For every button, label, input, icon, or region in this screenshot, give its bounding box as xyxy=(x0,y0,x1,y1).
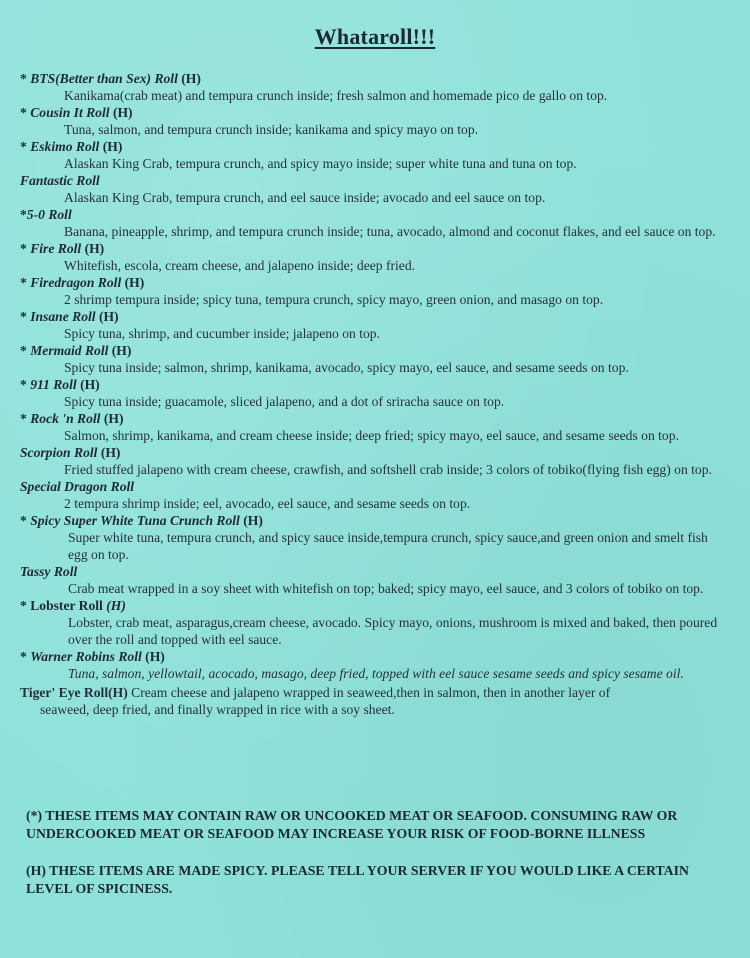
item-spicy-tag: (H) xyxy=(109,105,133,120)
menu-item xyxy=(20,648,725,682)
item-description: Whitefish, escola, cream cheese, and jalapeno inside; deep fried. xyxy=(64,258,416,273)
menu-item-tiger-eye xyxy=(20,684,725,718)
item-spicy-tag: (H) xyxy=(108,343,132,358)
menu-item xyxy=(20,172,725,206)
item-name xyxy=(20,563,725,580)
item-title: Fantastic Roll xyxy=(20,173,100,188)
item-description: Super white tuna, tempura crunch, and spicy sauce inside,tempura crunch, spicy sauce,and green onion and smelt fish egg on top. xyxy=(68,530,708,562)
item-spicy-tag: (H) xyxy=(76,377,100,392)
item-name xyxy=(20,342,725,359)
spicy-notice: (H) THESE ITEMS ARE MADE SPICY. PLEASE TELL YOUR SERVER IF YOU WOULD LIKE A CERTAIN LEVEL OF SPICINESS. xyxy=(26,863,689,896)
item-description: Tuna, salmon, yellowtail, acocado, masago, deep fried, topped with eel sauce sesame seeds and spicy sesame oil. xyxy=(68,666,684,681)
item-description: Tuna, salmon, and tempura crunch inside; kanikama and spicy mayo on top. xyxy=(64,122,479,137)
item-name xyxy=(20,172,725,189)
item-description: Fried stuffed jalapeno with cream cheese, crawfish, and softshell crab inside; 3 colors of tobiko(flying fish egg) on top. xyxy=(64,462,712,477)
item-name xyxy=(20,240,725,257)
item-title: Insane Roll xyxy=(30,309,96,324)
menu-item xyxy=(20,376,725,410)
item-name xyxy=(20,206,725,223)
item-spicy-tag: (H) xyxy=(95,309,119,324)
item-marker: * xyxy=(20,71,31,86)
item-spicy-tag: (H) xyxy=(102,598,126,613)
item-description: Salmon, shrimp, kanikama, and cream cheese inside; deep fried; spicy mayo, eel sauce, and sesame seeds on top. xyxy=(64,428,679,443)
item-title: 5-0 Roll xyxy=(26,207,72,222)
menu-item xyxy=(20,597,725,648)
item-name xyxy=(20,648,725,665)
item-marker: * xyxy=(20,343,31,358)
item-description: Spicy tuna, shrimp, and cucumber inside; jalapeno on top. xyxy=(64,326,380,341)
item-title: Spicy Super White Tuna Crunch Roll xyxy=(30,513,240,528)
item-description: Cream cheese and jalapeno wrapped in seaweed,then in salmon, then in another layer of xyxy=(127,685,611,700)
item-marker: * xyxy=(20,377,31,392)
menu-item xyxy=(20,274,725,308)
item-name xyxy=(20,597,725,614)
item-description: Banana, pineapple, shrimp, and tempura crunch inside; tuna, avocado, almond and coconut flakes, and eel sauce on top. xyxy=(64,224,716,239)
item-title: Tassy Roll xyxy=(20,564,78,579)
item-name xyxy=(20,274,725,291)
menu-item xyxy=(20,410,725,444)
item-title: Firedragon Roll xyxy=(30,275,122,290)
item-spicy-tag: (H) xyxy=(239,513,263,528)
item-title: Cousin It Roll xyxy=(30,105,110,120)
item-marker: * xyxy=(20,207,27,222)
item-description: Lobster, crab meat, asparagus,cream cheese, avocado. Spicy mayo, onions, mushroom is mixed and baked, then poured over the roll and topped with eel sauce. xyxy=(68,615,718,647)
menu-item xyxy=(20,563,725,597)
item-title: Mermaid Roll xyxy=(30,343,109,358)
menu-item xyxy=(20,70,725,104)
item-marker: * xyxy=(20,598,31,613)
item-title: Tiger' Eye Roll(H) xyxy=(20,685,128,700)
item-description: Spicy tuna inside; salmon, shrimp, kanikama, avocado, spicy mayo, eel sauce, and sesame seeds on top. xyxy=(64,360,629,375)
item-title: Scorpion Roll xyxy=(20,445,98,460)
item-description: Alaskan King Crab, tempura crunch, and eel sauce inside; avocado and eel sauce on top. xyxy=(64,190,546,205)
item-title: BTS(Better than Sex) Roll xyxy=(30,71,178,86)
item-spicy-tag: (H) xyxy=(121,275,145,290)
menu-item xyxy=(20,342,725,376)
item-spicy-tag: (H) xyxy=(100,411,124,426)
item-description: Spicy tuna inside; guacamole, sliced jalapeno, and a dot of sriracha sauce on top. xyxy=(64,394,505,409)
item-marker: * xyxy=(20,139,31,154)
item-name xyxy=(20,478,725,495)
item-title: Special Dragon Roll xyxy=(20,479,135,494)
item-spicy-tag: (H) xyxy=(97,445,121,460)
roll-list xyxy=(20,70,725,718)
item-title: 911 Roll xyxy=(30,377,77,392)
item-description: 2 shrimp tempura inside; spicy tuna, tempura crunch, spicy mayo, green onion, and masago on top. xyxy=(64,292,604,307)
item-title: Lobster Roll xyxy=(30,598,103,613)
item-name xyxy=(20,444,725,461)
item-name xyxy=(20,104,725,121)
item-title: Rock 'n Roll xyxy=(30,411,101,426)
item-marker: * xyxy=(20,649,31,664)
menu-item xyxy=(20,206,725,240)
item-description-continued: seaweed, deep fried, and finally wrapped in rice with a soy sheet. xyxy=(40,702,395,717)
page-title: Whataroll!!! xyxy=(314,24,436,49)
item-marker: * xyxy=(20,309,31,324)
item-description: Crab meat wrapped in a soy sheet with whitefish on top; baked; spicy mayo, eel sauce, and 3 colors of tobiko on top. xyxy=(68,581,704,596)
item-description: Kanikama(crab meat) and tempura crunch inside; fresh salmon and homemade pico de gallo on top. xyxy=(64,88,608,103)
menu-item xyxy=(20,104,725,138)
item-title: Fire Roll xyxy=(30,241,82,256)
item-name xyxy=(20,376,725,393)
item-marker: * xyxy=(20,411,31,426)
item-spicy-tag: (H) xyxy=(81,241,105,256)
menu-item xyxy=(20,478,725,512)
item-name xyxy=(20,410,725,427)
item-name xyxy=(20,138,725,155)
menu-item xyxy=(20,240,725,274)
menu-item xyxy=(20,444,725,478)
item-name xyxy=(20,308,725,325)
item-description: 2 tempura shrimp inside; eel, avocado, eel sauce, and sesame seeds on top. xyxy=(64,496,471,511)
item-spicy-tag: (H) xyxy=(99,139,123,154)
menu-item xyxy=(20,138,725,172)
raw-food-warning: (*) THESE ITEMS MAY CONTAIN RAW OR UNCOOKED MEAT OR SEAFOOD. CONSUMING RAW OR UNDERCOOKED MEAT OR SEAFOOD MAY INCREASE YOUR RISK OF FOOD-BORNE ILLNESS xyxy=(26,808,678,841)
item-name xyxy=(20,512,725,529)
item-name xyxy=(20,70,725,87)
item-marker: * xyxy=(20,241,31,256)
menu-item xyxy=(20,512,725,563)
item-title: Eskimo Roll xyxy=(30,139,100,154)
item-marker: * xyxy=(20,105,31,120)
item-marker: * xyxy=(20,275,31,290)
item-title: Warner Robins Roll xyxy=(30,649,142,664)
item-description: Alaskan King Crab, tempura crunch, and spicy mayo inside; super white tuna and tuna on top. xyxy=(64,156,577,171)
item-marker: * xyxy=(20,513,31,528)
item-spicy-tag: (H) xyxy=(177,71,201,86)
menu-item xyxy=(20,308,725,342)
item-spicy-tag: (H) xyxy=(141,649,165,664)
